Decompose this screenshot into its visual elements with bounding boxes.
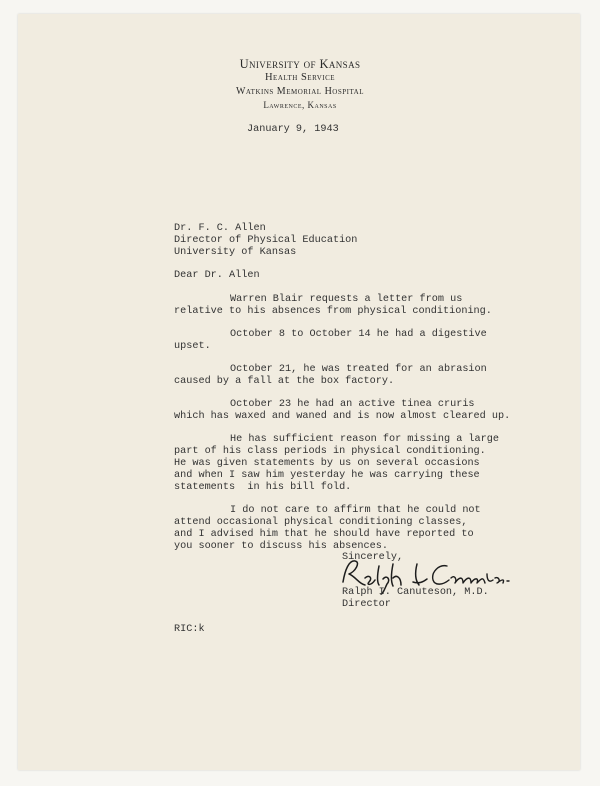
letter-date: January 9, 1943	[247, 124, 339, 135]
body-line: upset.	[174, 341, 211, 352]
body-line: statements in his bill fold.	[174, 482, 352, 493]
body-line: and when I saw him yesterday he was carrying these	[174, 470, 480, 481]
signer-title: Director	[342, 599, 391, 610]
recipient-title: Director of Physical Education	[174, 235, 358, 246]
letterhead-hospital: Watkins Memorial Hospital	[235, 86, 365, 97]
body-line: attend occasional physical conditioning classes,	[174, 517, 468, 528]
body-line: He was given statements by us on several occasions	[174, 458, 480, 469]
body-line: part of his class periods in physical conditioning.	[174, 446, 486, 457]
body-line: you sooner to discuss his absences.	[174, 541, 388, 552]
body-line: which has waxed and waned and is now almost cleared up.	[174, 411, 511, 422]
signer-name: Ralph I. Canuteson, M.D.	[342, 587, 489, 598]
body-line: Warren Blair requests a letter from us	[230, 294, 463, 305]
closing: Sincerely,	[342, 552, 404, 563]
salutation: Dear Dr. Allen	[174, 270, 260, 281]
body-line: and I advised him that he should have reported to	[174, 529, 474, 540]
typist-initials: RIC:k	[174, 624, 205, 635]
body-line: He has sufficient reason for missing a large	[230, 434, 499, 445]
body-line: I do not care to affirm that he could not	[230, 505, 481, 516]
recipient-institution: University of Kansas	[174, 247, 297, 258]
body-line: caused by a fall at the box factory.	[174, 376, 395, 387]
letterhead-university: University of Kansas	[239, 57, 361, 71]
recipient-name: Dr. F. C. Allen	[174, 223, 266, 234]
body-line: October 8 to October 14 he had a digestive	[230, 329, 487, 340]
letterhead-city: Lawrence, Kansas	[263, 100, 337, 110]
body-line: relative to his absences from physical conditioning.	[174, 306, 492, 317]
letterhead-service: Health Service	[264, 72, 336, 83]
body-line: October 23 he had an active tinea cruris	[230, 399, 475, 410]
body-line: October 21, he was treated for an abrasion	[230, 364, 487, 375]
